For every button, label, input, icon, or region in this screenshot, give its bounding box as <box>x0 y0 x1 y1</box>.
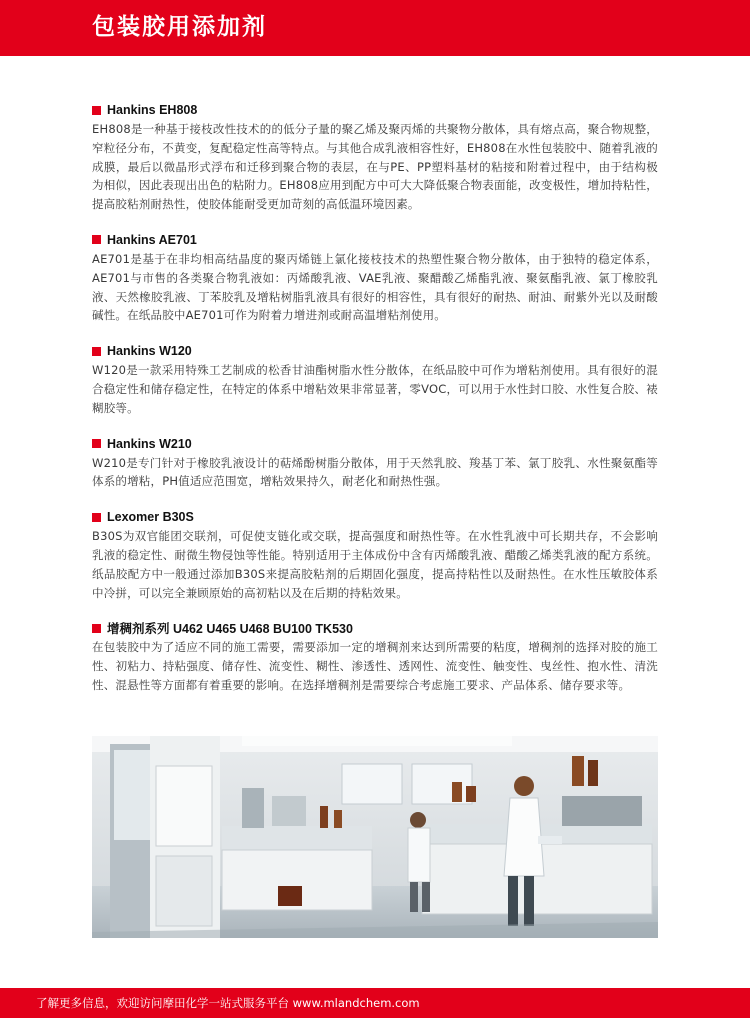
bullet-square-icon <box>92 235 101 244</box>
product-section <box>92 620 658 694</box>
product-section <box>92 102 658 214</box>
section-heading <box>92 509 658 525</box>
product-section <box>92 436 658 492</box>
laboratory-photo <box>92 736 658 938</box>
bullet-square-icon <box>92 106 101 115</box>
bullet-square-icon <box>92 513 101 522</box>
section-title: Hankins W120 <box>107 344 192 359</box>
bullet-square-icon <box>92 347 101 356</box>
section-body: W210是专门针对于橡胶乳液设计的萜烯酚树脂分散体，用于天然乳胶、羧基丁苯、氯丁胶乳、水性聚氨酯等体系的增粘，PH值适应范围宽，增粘效果持久，耐老化和耐热性强。 <box>92 455 658 489</box>
section-heading <box>92 232 658 248</box>
section-title: 增稠剂系列 U462 U465 U468 BU100 TK530 <box>107 622 353 637</box>
bullet-square-icon <box>92 624 101 633</box>
laboratory-photo-illustration <box>92 736 658 938</box>
section-body: 在包装胶中为了适应不同的施工需要，需要添加一定的增稠剂来达到所需要的粘度，增稠剂的选择对胶的施工性、初粘力、持粘强度、储存性、流变性、糊性、渗透性、透网性、流变性、触变性、曳丝性、抱水性、清洗性、混悬性等方面都有着重要的影响。在选择增稠剂是需要综合考虑施工要求、产品体系、储存要求等。 <box>92 640 658 692</box>
section-body: AE701是基于在非均相高结晶度的聚丙烯链上氯化接枝技术的热塑性聚合物分散体，由于独特的稳定体系，AE701与市售的各类聚合物乳液如：丙烯酸乳液、VAE乳液、聚醋酸乙烯酯乳液、聚氨酯乳液、氯丁橡胶乳液、天然橡胶乳液、丁苯胶乳及增粘树脂乳液具有很好的相容性，具有很好的耐热、耐油、耐紫外光以及耐酸碱性。在纸品胶中AE701可作为附着力增进剂或耐高温增粘剂使用。 <box>92 251 658 323</box>
section-heading <box>92 343 658 359</box>
bullet-square-icon <box>92 439 101 448</box>
section-heading <box>92 436 658 452</box>
section-heading <box>92 620 658 636</box>
section-title: Hankins W210 <box>107 436 192 451</box>
section-body: B30S为双官能团交联剂，可促使支链化或交联，提高强度和耐热性等。在水性乳液中可长期共存，不会影响乳液的稳定性、耐微生物侵蚀等性能。特别适用于主体成份中含有丙烯酸乳液、醋酸乙烯类乳液的配方系统。纸品胶配方中一般通过添加B30S来提高胶粘剂的后期固化强度，提高持粘性以及耐热性。在水性压敏胶体系中冷拼，可以完全兼顾原始的高初粘以及在后期的持粘效果。 <box>92 529 658 600</box>
product-section <box>92 509 658 602</box>
product-section <box>92 343 658 417</box>
section-body: W120是一款采用特殊工艺制成的松香甘油酯树脂水性分散体，在纸品胶中可作为增粘剂使用。具有很好的混合稳定性和储存稳定性，在特定的体系中增粘效果非常显著，零VOC，可以用于水性封口胶、水性复合胶、裱糊胶等。 <box>92 363 658 415</box>
section-title: Lexomer B30S <box>107 510 194 525</box>
content <box>92 102 658 713</box>
section-body: EH808是一种基于接枝改性技术的的低分子量的聚乙烯及聚丙烯的共聚物分散体，具有熔点高，聚合物规整，窄粒径分布，不黄变，复配稳定性高等特点。与其他合成乳液相容性好，EH808在水性包装胶中、随着乳液的成膜，最后以微晶形式浮布和迁移到聚合物的表层，在与PE、PP塑料基材的粘接和附着过程中，由于结构极为相似，因此表现出出色的粘附力。EH808应用到配方中可大大降低聚合物表面能，改变极性，增加持粘性，提高胶粘剂耐热性，使胶体能耐受更加苛刻的高低温环境因素。 <box>92 122 658 212</box>
section-title: Hankins AE701 <box>107 232 197 247</box>
footer-bar <box>0 988 750 1018</box>
page-title: 包装胶用添加剂 <box>92 14 267 40</box>
section-title: Hankins EH808 <box>107 103 198 117</box>
header-bar <box>0 0 750 56</box>
section-heading <box>92 102 658 118</box>
footer-text: 了解更多信息，欢迎访问摩田化学一站式服务平台 www.mlandchem.com <box>36 996 420 1010</box>
product-section <box>92 232 658 325</box>
